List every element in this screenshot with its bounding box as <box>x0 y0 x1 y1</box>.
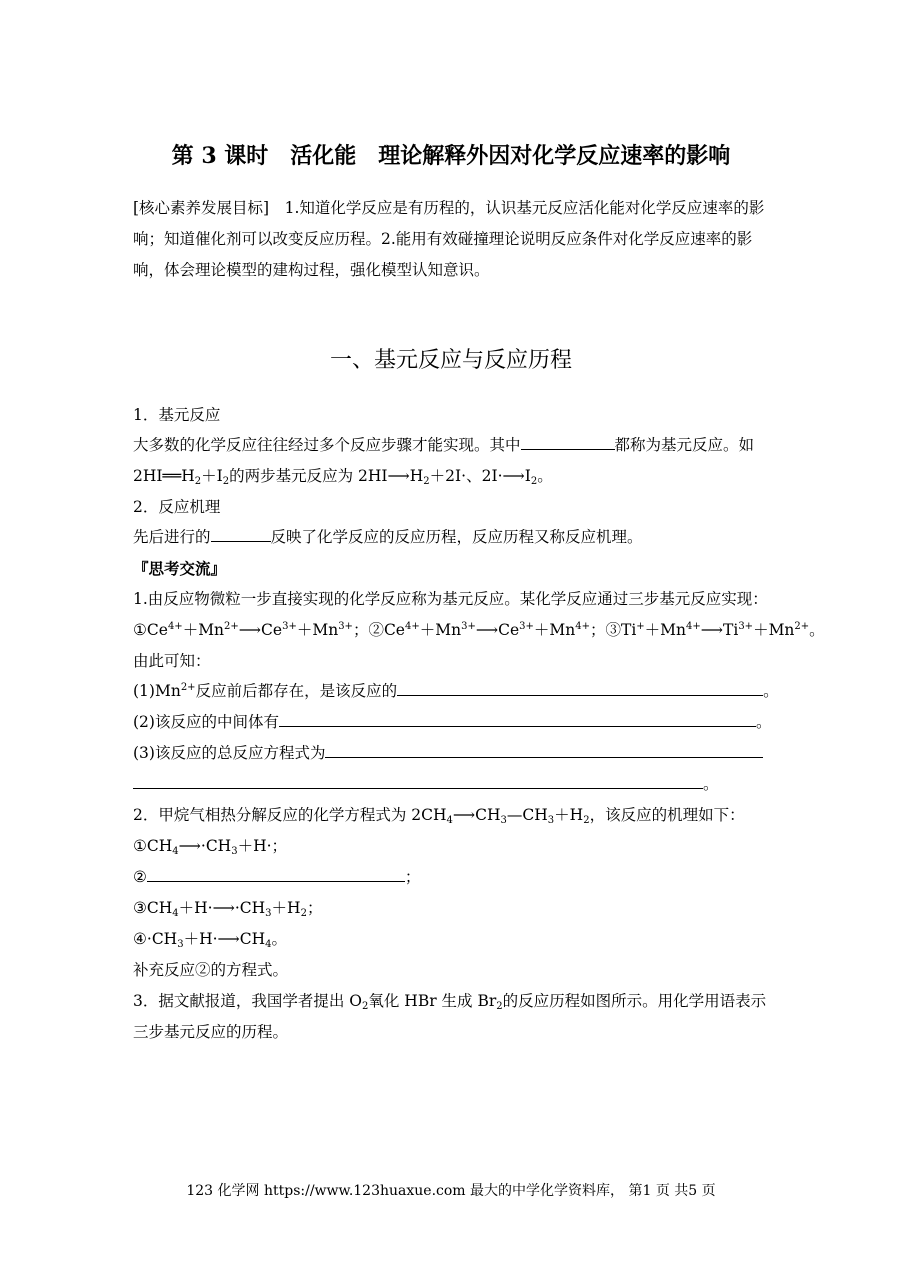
goals-label: [核心素养发展目标] <box>133 199 270 217</box>
goals-line-2: 响；知道催化剂可以改变反应历程。2.能用有效碰撞理论说明反应条件对化学反应速率的影 <box>133 230 753 248</box>
q2-step-1: $①CH_4⟶\cdot CH_3+H\cdot$； <box>133 837 288 857</box>
answer-blank[interactable] <box>133 771 703 789</box>
goals-line-3: 响，体会理论模型的建构过程，强化模型认知意识。 <box>133 261 490 279</box>
arrow-icon: ⟶ <box>502 467 525 485</box>
section-heading: 一、基元反应与反应历程 <box>329 348 572 373</box>
paragraph-mechanism: 先后进行的 反映了化学反应的反应历程，反应历程又称反应机理。 <box>133 522 643 553</box>
subsection-title-2: 2．反应机理 <box>133 498 221 516</box>
page-title: 第 3 课时 活化能 理论解释外因对化学反应速率的影响 <box>171 143 731 169</box>
arrow-icon: ⟶ <box>212 899 235 917</box>
q1-intro: 1.由反应物微粒一步直接实现的化学反应称为基元反应。某化学反应通过三步基元反应实现： <box>133 590 768 608</box>
answer-blank[interactable] <box>325 740 763 758</box>
q1-reactions: $①Ce^{4+}+Mn^{2+}⟶Ce^{3+}+Mn^{3+}$；$②Ce^{4+}+Mn^{3+}⟶Ce^{3+}+Mn^{4+}$；$③Ti^++Mn^{4+}⟶Ti^{3+}+Mn^{2+}$。 <box>133 621 825 639</box>
q1-part-a: $(1)Mn^{2+}$反应前后都存在，是该反应的 。 <box>133 676 779 707</box>
paragraph-example: $2HI══H_2+I_2$的两步基元反应为 $2HI⟶H_2+2I\cdot$、$2I\cdot⟶I_2$。 <box>133 467 553 487</box>
q2-ask: 补充反应②的方程式。 <box>133 961 289 979</box>
arrow-icon: ⟶ <box>452 806 476 824</box>
q1-part-c-cont: 。 <box>133 769 719 800</box>
answer-blank[interactable] <box>279 709 756 727</box>
page-footer: 123 化学网 https://www.123huaxue.com 最大的中学化学资料库， 第1 页 共5 页 <box>186 1183 716 1199</box>
q2-step-2: ② ； <box>133 862 420 893</box>
q2-step-4: $④\cdot CH_3+H\cdot⟶CH_4$。 <box>133 930 288 950</box>
q1-part-c: (3)该反应的总反应方程式为 <box>133 738 763 769</box>
arrow-icon: ⟶ <box>475 621 499 639</box>
arrow-icon: ⟶ <box>387 467 410 485</box>
answer-blank[interactable] <box>521 432 615 450</box>
q2-step-3: $③CH_4+H\cdot⟶\cdot CH_3+H_2$； <box>133 899 323 919</box>
think-label: 『思考交流』 <box>133 559 227 578</box>
paragraph-elementary: 大多数的化学反应往往经过多个反应步骤才能实现。其中 都称为基元反应。如 <box>133 430 754 461</box>
q2-intro: 2．甲烷气相热分解反应的化学方程式为 $2CH_4⟶CH_3—CH_3+H_2$，该反应的机理如下： <box>133 806 745 826</box>
q1-know: 由此可知： <box>133 652 211 670</box>
q3-line-2: 三步基元反应的历程。 <box>133 1023 289 1041</box>
arrow-icon: ⟶ <box>178 837 201 855</box>
arrow-icon: ⟶ <box>700 621 724 639</box>
subsection-title-1: 1．基元反应 <box>133 406 221 424</box>
q1-part-b: (2)该反应的中间体有 。 <box>133 707 771 738</box>
answer-blank[interactable] <box>211 524 271 542</box>
answer-blank[interactable] <box>147 864 405 882</box>
q3-line-1: 3．据文献报道，我国学者提出 $O_2$氧化 HBr 生成 $Br_2$的反应历程如图所示。用化学用语表示 <box>133 992 767 1012</box>
arrow-icon: ⟶ <box>238 621 262 639</box>
answer-blank[interactable] <box>397 678 763 696</box>
goals-line-1: [核心素养发展目标] 1.知道化学反应是有历程的，认识基元反应活化能对化学反应速率的影 <box>133 199 765 217</box>
arrow-icon: ⟶ <box>217 930 240 948</box>
